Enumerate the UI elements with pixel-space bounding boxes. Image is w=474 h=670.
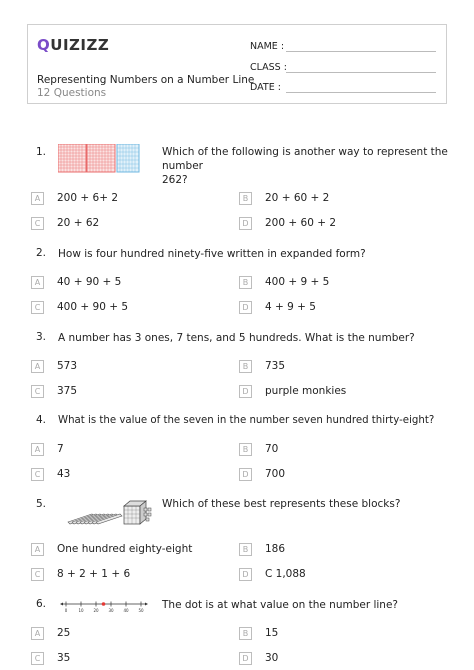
option-letter-badge: A [31,443,44,456]
option-text: 4 + 9 + 5 [265,301,316,313]
option-letter-badge: D [239,301,252,314]
question-number: 3. [36,331,47,343]
question-text: The dot is at what value on the number line? [162,599,398,611]
option-letter-badge: C [31,301,44,314]
date-field[interactable] [250,82,281,93]
option-text: 43 [57,468,71,480]
option-letter-badge: B [239,360,252,373]
option-text: 573 [57,360,78,372]
option-text: C 1,088 [265,568,306,580]
option-letter-badge: C [31,652,44,665]
option-letter-badge: B [239,276,252,289]
date-label: DATE : [250,82,281,93]
quizizz-logo: QUIZIZZ [37,36,110,54]
option-letter-badge: D [239,652,252,665]
name-label: NAME : [250,41,285,52]
option-text: One hundred eighty-eight [57,543,193,555]
base-ten-blocks-image [58,144,142,174]
option-letter-badge: B [239,192,252,205]
class-label: CLASS : [250,62,287,73]
option-text: 7 [57,443,64,455]
number-line-dot [102,602,106,606]
option-text: 400 + 9 + 5 [265,276,330,288]
question-count: 12 Questions [37,87,107,99]
question-text: A number has 3 ones, 7 tens, and 5 hundreds. What is the number? [58,332,415,344]
tick-label: 30 [108,608,114,613]
option-letter-badge: C [31,385,44,398]
option-text: 70 [265,443,279,455]
tick-label: 10 [78,608,84,613]
option-text: 735 [265,360,286,372]
option-letter-badge: D [239,217,252,230]
question-text: What is the value of the seven in the number seven hundred thirty-eight? [58,415,435,426]
question-text: Which of the following is another way to represent the number 262? [162,146,448,186]
question-text: How is four hundred ninety-five written in expanded form? [58,248,366,260]
tick-label: 40 [123,608,129,613]
left-arrow [60,603,63,606]
hundreds-cube [124,501,146,524]
question-number: 4. [36,414,47,426]
option-letter-badge: C [31,468,44,481]
option-text: 700 [265,468,286,480]
option-letter-badge: D [239,568,252,581]
question-number: 5. [36,498,47,510]
option-text: 8 + 2 + 1 + 6 [57,568,131,580]
option-text: 200 + 60 + 2 [265,217,337,229]
tick-label: 0 [64,608,68,613]
option-text: 30 [265,652,279,664]
worksheet-header [27,24,447,104]
option-letter-badge: B [239,443,252,456]
option-text: 40 + 90 + 5 [57,276,122,288]
tens-rods [68,514,122,524]
option-letter-badge: D [239,385,252,398]
option-letter-badge: A [31,360,44,373]
option-text: 400 + 90 + 5 [57,301,129,313]
option-text: 200 + 6+ 2 [57,192,119,204]
worksheet-title: Representing Numbers on a Number Line [37,74,255,86]
tick-label: 20 [93,608,99,613]
option-letter-badge: A [31,543,44,556]
right-arrow [145,603,148,606]
name-line[interactable] [286,51,436,52]
tick-label: 50 [138,608,144,613]
option-text: 25 [57,627,71,639]
name-field[interactable] [250,41,284,52]
date-line[interactable] [286,92,436,93]
option-letter-badge: A [31,627,44,640]
option-letter-badge: B [239,627,252,640]
option-text: 375 [57,385,78,397]
option-letter-badge: B [239,543,252,556]
question-text: Which of these best represents these blocks? [162,498,401,510]
option-text: 20 + 60 + 2 [265,192,330,204]
option-letter-badge: A [31,276,44,289]
class-field[interactable] [250,62,287,73]
option-letter-badge: A [31,192,44,205]
option-letter-badge: C [31,217,44,230]
option-text: purple monkies [265,385,347,397]
option-text: 35 [57,652,71,664]
option-text: 20 + 62 [57,217,100,229]
option-text: 186 [265,543,286,555]
question-number: 6. [36,598,47,610]
class-line[interactable] [286,72,436,73]
option-text: 15 [265,627,279,639]
number-line-labels [65,608,144,613]
option-letter-badge: D [239,468,252,481]
question-number: 2. [36,247,47,259]
option-letter-badge: C [31,568,44,581]
base-ten-blocks-3d-image [66,500,152,528]
question-number: 1. [36,146,47,158]
number-line-image [60,598,148,614]
